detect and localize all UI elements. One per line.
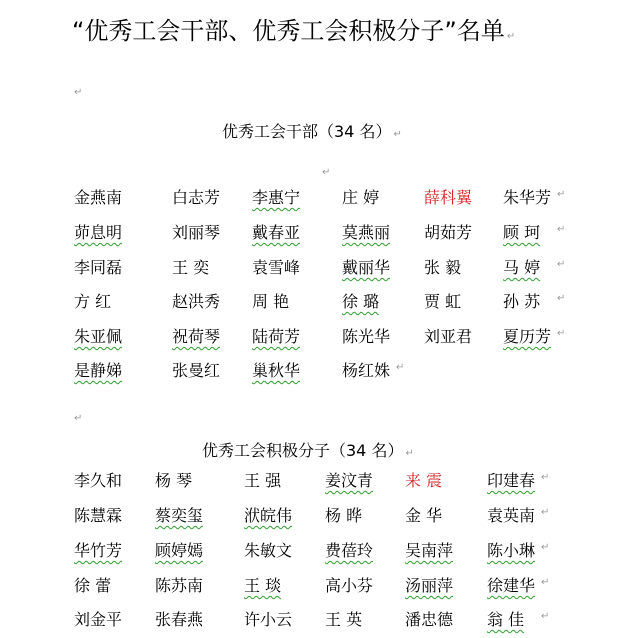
person-name: 陈光华 [342,327,391,346]
paragraph-mark-icon: ↵ [541,472,550,483]
person-name: 杨红姝 [342,361,391,380]
person-name: 陈苏南 [155,576,204,595]
person-name: 袁英南 [487,506,536,525]
document-title [72,11,515,46]
person-name: 戴春亚 [252,223,301,242]
paragraph-mark-icon: ↵ [557,259,566,270]
person-name: 王 奕 [172,258,210,277]
empty-paragraph [72,80,82,99]
person-name: 王 英 [325,610,363,629]
paragraph-mark-icon: ↵ [506,31,516,42]
paragraph-mark-icon: ↵ [405,448,414,459]
person-name: 翁 佳 [487,610,525,629]
paragraph-mark-icon: ↵ [557,293,566,304]
person-name: 李惠宁 [252,188,301,207]
paragraph-mark-icon: ↵ [74,87,83,98]
person-name: 戴丽华 [342,258,391,277]
person-name: 庄 婷 [342,188,380,207]
person-name: 张春燕 [155,610,204,629]
person-name: 孙 苏 [503,292,541,311]
empty-paragraph [320,160,330,179]
person-name: 王 强 [244,471,282,490]
person-name: 马 婷 [503,258,541,277]
person-name: 张 毅 [424,258,462,277]
paragraph-mark-icon: ↵ [541,507,550,518]
person-name: 刘丽琴 [172,223,221,242]
person-name: 是静娣 [74,361,123,380]
person-name: 蔡奕玺 [155,506,204,525]
person-name: 顾 珂 [503,223,541,242]
person-name: 刘亚君 [424,327,473,346]
person-name: 刘金平 [74,610,123,629]
person-name: 来 震 [405,471,443,490]
person-name: 杨 晔 [325,506,363,525]
paragraph-mark-icon: ↵ [541,577,550,588]
person-name: 巢秋华 [252,361,301,380]
person-name: 陈慧霖 [74,506,123,525]
person-name: 胡茹芳 [424,223,473,242]
activists-heading [202,438,414,461]
cadres-heading [222,119,402,142]
activists-heading-text: 优秀工会积极分子（34 名） [202,441,404,460]
empty-paragraph [72,406,82,425]
person-name: 陆荷芳 [252,327,301,346]
person-name: 华竹芳 [74,541,123,560]
person-name: 李久和 [74,471,123,490]
person-name: 姜汶青 [325,471,374,490]
person-name: 祝荷琴 [172,327,221,346]
person-name: 赵洪秀 [172,292,221,311]
person-name: 徐 蕾 [74,576,112,595]
person-name: 徐 璐 [342,292,380,311]
paragraph-mark-icon: ↵ [322,167,331,178]
person-name: 金燕南 [74,188,123,207]
person-name: 王 琰 [244,576,282,595]
paragraph-mark-icon: ↵ [541,611,550,622]
person-name: 朱敏文 [244,541,293,560]
person-name: 顾婷嫣 [155,541,204,560]
paragraph-mark-icon: ↵ [557,189,566,200]
person-name: 方 红 [74,292,112,311]
person-name: 朱亚佩 [74,327,123,346]
person-name: 金 华 [405,506,443,525]
person-name: 张曼红 [172,361,221,380]
person-name: 周 艳 [252,292,290,311]
cadres-heading-text: 优秀工会干部（34 名） [222,122,392,141]
person-name: 杨 琴 [155,471,193,490]
person-name: 白志芳 [172,188,221,207]
person-name: 李同磊 [74,258,123,277]
paragraph-mark-icon: ↵ [557,224,566,235]
person-name: 茆息明 [74,223,123,242]
person-name: 夏历芳 [503,327,552,346]
person-name: 许小云 [244,610,293,629]
person-name: 贾 虹 [424,292,462,311]
person-name: 费蓓玲 [325,541,374,560]
person-name: 莫燕丽 [342,223,391,242]
person-name: 汤丽萍 [405,576,454,595]
person-name: 洑皖伟 [244,506,293,525]
paragraph-mark-icon: ↵ [541,542,550,553]
paragraph-mark-icon: ↵ [396,362,405,373]
paragraph-mark-icon: ↵ [393,129,402,140]
person-name: 袁雪峰 [252,258,301,277]
paragraph-mark-icon: ↵ [74,413,83,424]
person-name: 薛科翼 [424,188,473,207]
person-name: 陈小琳 [487,541,536,560]
document-title-text: “优秀工会干部、优秀工会积极分子”名单 [72,17,505,45]
person-name: 潘忠德 [405,610,454,629]
person-name: 徐建华 [487,576,536,595]
paragraph-mark-icon: ↵ [557,328,566,339]
person-name: 印建春 [487,471,536,490]
person-name: 高小芬 [325,576,374,595]
person-name: 吴南萍 [405,541,454,560]
person-name: 朱华芳 [503,188,552,207]
